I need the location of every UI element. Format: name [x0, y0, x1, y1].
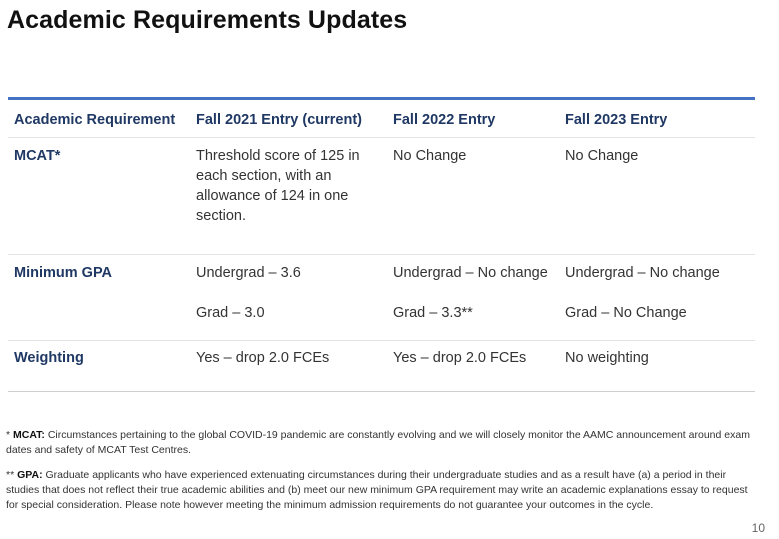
footnote-marker: *: [6, 429, 14, 441]
footnote-gpa: [6, 468, 751, 513]
page-title: Academic Requirements Updates: [7, 6, 408, 34]
undergrad-gpa: Undergrad – No change: [393, 265, 548, 281]
undergrad-gpa: Undergrad – No change: [565, 265, 720, 281]
requirement-label: Minimum GPA: [14, 265, 113, 281]
fall-2021-value: [196, 263, 381, 323]
fall-2022-value: No Change: [393, 148, 467, 164]
requirements-table: [8, 97, 755, 392]
fall-2023-value: No weighting: [565, 350, 649, 366]
page-number: 10: [751, 521, 765, 535]
requirement-label: Weighting: [14, 350, 84, 366]
fall-2022-value: [393, 263, 563, 323]
footnote-label: MCAT:: [13, 429, 45, 441]
column-header-requirement: Academic Requirement: [14, 112, 176, 128]
column-header-fall-2021: Fall 2021 Entry (current): [196, 112, 362, 128]
grad-gpa: Grad – 3.0: [196, 305, 265, 321]
fall-2021-value: Threshold score of 125 in each section, with an allowance of 124 in one section.: [196, 148, 360, 224]
table-row: [8, 255, 755, 341]
fall-2022-value: Yes – drop 2.0 FCEs: [393, 350, 527, 366]
footnote-text: Circumstances pertaining to the global COVID-19 pandemic are constantly evolving and we will closely monitor the AAMC announcement around exam dates and safety of MCAT Test Centres.: [6, 429, 750, 456]
fall-2023-value: No Change: [565, 148, 639, 164]
column-header-fall-2022: Fall 2022 Entry: [393, 112, 496, 128]
grad-gpa: Grad – 3.3**: [393, 305, 473, 321]
column-header-fall-2023: Fall 2023 Entry: [565, 112, 668, 128]
undergrad-gpa: Undergrad – 3.6: [196, 265, 301, 281]
fall-2021-value: Yes – drop 2.0 FCEs: [196, 350, 330, 366]
footnote-marker: **: [6, 469, 18, 481]
footnote-mcat: [6, 428, 751, 458]
table-row: [8, 138, 755, 255]
table-header-row: [8, 100, 755, 138]
table-row: [8, 341, 755, 392]
footnote-label: GPA:: [17, 469, 43, 481]
footnote-text: Graduate applicants who have experienced extenuating circumstances during their undergraduate studies and as a result have (a) a period in their studies that does not reflect their true academic abilities and (b) meet our new minimum GPA requirement may write an academic explanations essay to request for special consideration. Please note however meeting the minimum admission requirements do not guarantee your outcomes in the cycle.: [6, 469, 748, 511]
fall-2023-value: [565, 263, 755, 323]
grad-gpa: Grad – No Change: [565, 305, 687, 321]
requirement-label: MCAT*: [14, 148, 61, 164]
